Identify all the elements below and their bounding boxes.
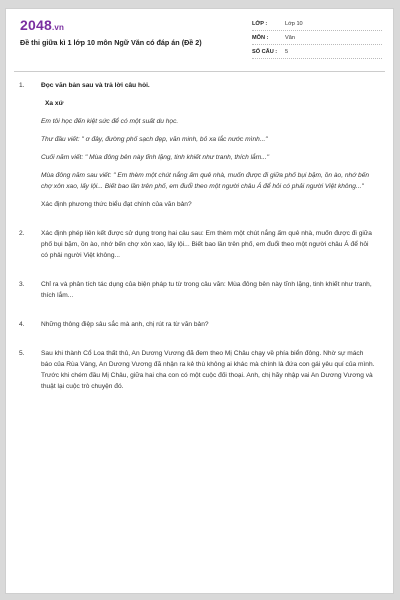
meta-row-class — [252, 17, 382, 31]
site-logo[interactable] — [20, 17, 64, 33]
question-text: Những thông điệp sâu sắc mà anh, chị rút ra từ văn bản? — [41, 321, 209, 328]
passage-title: Xa xứ — [45, 100, 64, 107]
meta-label: LỚP : — [252, 20, 268, 27]
question-list — [19, 80, 375, 410]
question-1 — [19, 80, 375, 210]
question-title: Đọc văn bản sau và trả lời câu hỏi. — [41, 82, 150, 89]
question-number: 2. — [19, 230, 25, 237]
meta-row-question-count — [252, 45, 382, 59]
meta-value: Lớp 10 — [285, 20, 303, 27]
meta-value: 5 — [285, 48, 289, 55]
question-text: Sau khi thành Cổ Loa thất thủ, An Dương Vương đã đem theo Mị Châu chạy về phía biển đông. Nhờ sự mách báo của Rùa Vàng, An Dương Vương đã nhận ra kẻ thù không ai khác mà chính là đứa con gái yêu quí của mình. Trước khi chém đầu Mị Châu, giữa hai cha con có một cuộc đối thoại. Anh, chị hãy nhập vai An Dương Vương và thuật lại cuộc trò chuyện đó. — [41, 350, 375, 390]
passage-line: Thư đầu viết: " ơ đây, đường phố sạch đẹp, văn minh, bỏ xa lắc nước mình..." — [41, 136, 268, 143]
question-3 — [19, 279, 375, 301]
question-number: 4. — [19, 321, 25, 328]
question-number: 1. — [19, 82, 25, 89]
question-number: 5. — [19, 350, 25, 357]
meta-value: Văn — [285, 34, 295, 41]
question-number: 3. — [19, 281, 25, 288]
question-5 — [19, 348, 375, 392]
meta-label: SỐ CÂU : — [252, 48, 278, 55]
passage-line: Em tôi học đến kiệt sức để có một suất du học. — [41, 118, 179, 125]
exam-meta-table — [252, 17, 382, 59]
question-content — [41, 80, 375, 210]
logo-main: 2048 — [20, 17, 52, 33]
question-text: Chỉ ra và phân tích tác dụng của biện pháp tu từ trong câu văn: Mùa đông bên này tĩnh lặng, tinh khiết như tranh, thích lắm... — [41, 281, 372, 299]
question-2 — [19, 228, 375, 261]
page-title: Đề thi giữa kì 1 lớp 10 môn Ngữ Văn có đáp án (Đề 2) — [20, 38, 202, 47]
question-text: Xác định phép liên kết được sử dụng trong hai câu sau: Em thèm một chút nắng ấm quê nhà, muốn được đi giữa phố bụi bặm, ồn ào, nhớ bến chợ xôn xao, lấy lội... Biết bao lần trên phố, em đuổi theo một người châu Á để hỏi có phải người Việt không... — [41, 230, 372, 259]
meta-label: MÔN : — [252, 34, 269, 41]
header-divider — [14, 71, 385, 72]
question-4 — [19, 319, 375, 330]
passage-line: Mùa đông năm sau viết: " Em thèm một chút nắng ấm quê nhà, muốn được đi giữa phố bụi bặm, ồn ào, nhớ bến chợ xôn xao, lấy lội... Biết bao lần trên phố, em đuổi theo một người châu Á để hỏi có phải người Việt không..." — [41, 172, 370, 190]
question-prompt: Xác định phương thức biểu đạt chính của văn bản? — [41, 201, 192, 208]
meta-row-subject — [252, 31, 382, 45]
passage-line: Cuối năm viết: " Mùa đông bên này tĩnh lặng, tinh khiết như tranh, thích lắm..." — [41, 154, 270, 161]
logo-tld: .vn — [51, 23, 65, 32]
